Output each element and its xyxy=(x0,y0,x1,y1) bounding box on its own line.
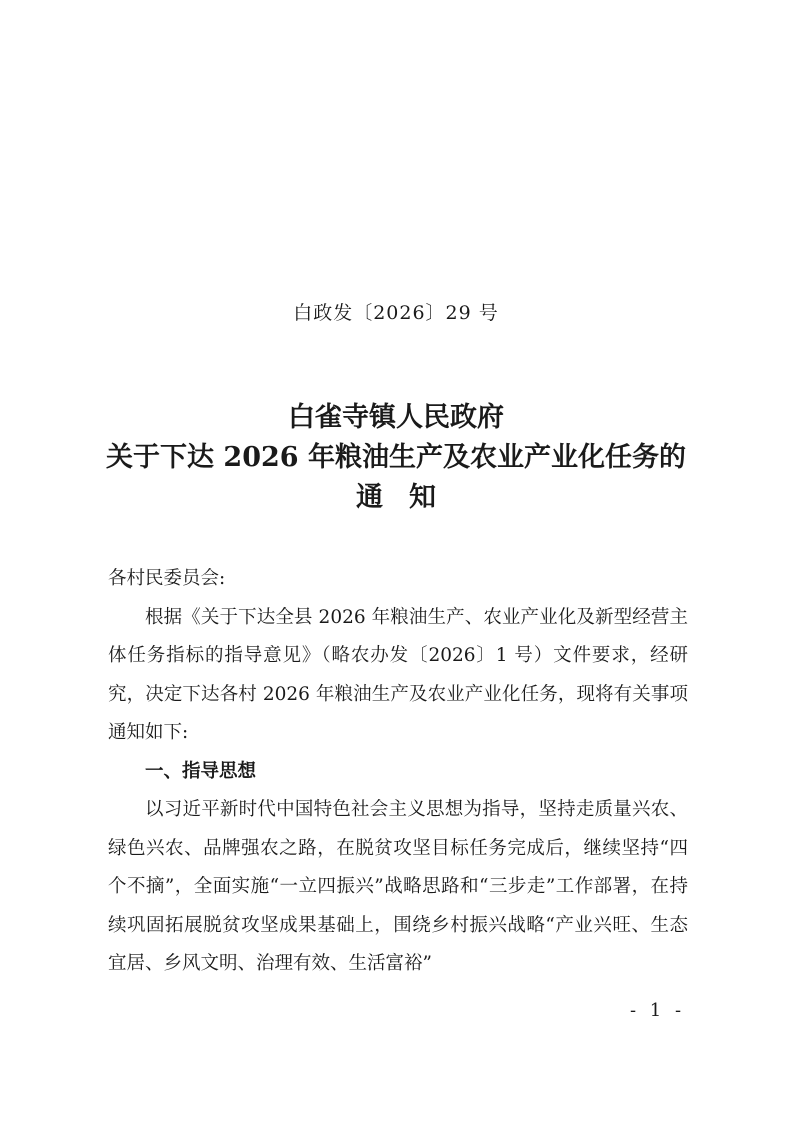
intro-paragraph: 根据《关于下达全县 2026 年粮油生产、农业产业化及新型经营主体任务指标的指导意见》（略农办发〔2026〕1 号）文件要求，经研究，决定下达各村 2026 年粮油生产及农业产业化任务，现将有关事项通知如下: xyxy=(108,606,688,743)
section-paragraph-guiding-ideology: 以习近平新时代中国特色社会主义思想为指导，坚持走质量兴农、绿色兴农、品牌强农之路，在脱贫攻坚目标任务完成后，继续坚持“四个不摘”，全面实施“一立四振兴”战略思路和“三步走”工作部署，在持续巩固拓展脱贫攻坚成果基础上，围绕乡村振兴战略“产业兴旺、生态宜居、乡风文明、治理有效、生活富裕” xyxy=(108,799,688,974)
document-body xyxy=(108,560,688,984)
page-number: - 1 - xyxy=(630,1000,686,1021)
document-title xyxy=(0,398,792,518)
title-line-issuer: 白雀寺镇人民政府 xyxy=(288,402,504,433)
section-heading-guiding-ideology: 一、指导思想 xyxy=(145,760,257,782)
title-line-notice: 通知 xyxy=(356,482,462,513)
title-line-subject: 关于下达 2026 年粮油生产及农业产业化任务的 xyxy=(106,442,686,473)
salutation: 各村民委员会: xyxy=(108,568,226,589)
document-number: 白政发〔2026〕29 号 xyxy=(293,302,499,324)
